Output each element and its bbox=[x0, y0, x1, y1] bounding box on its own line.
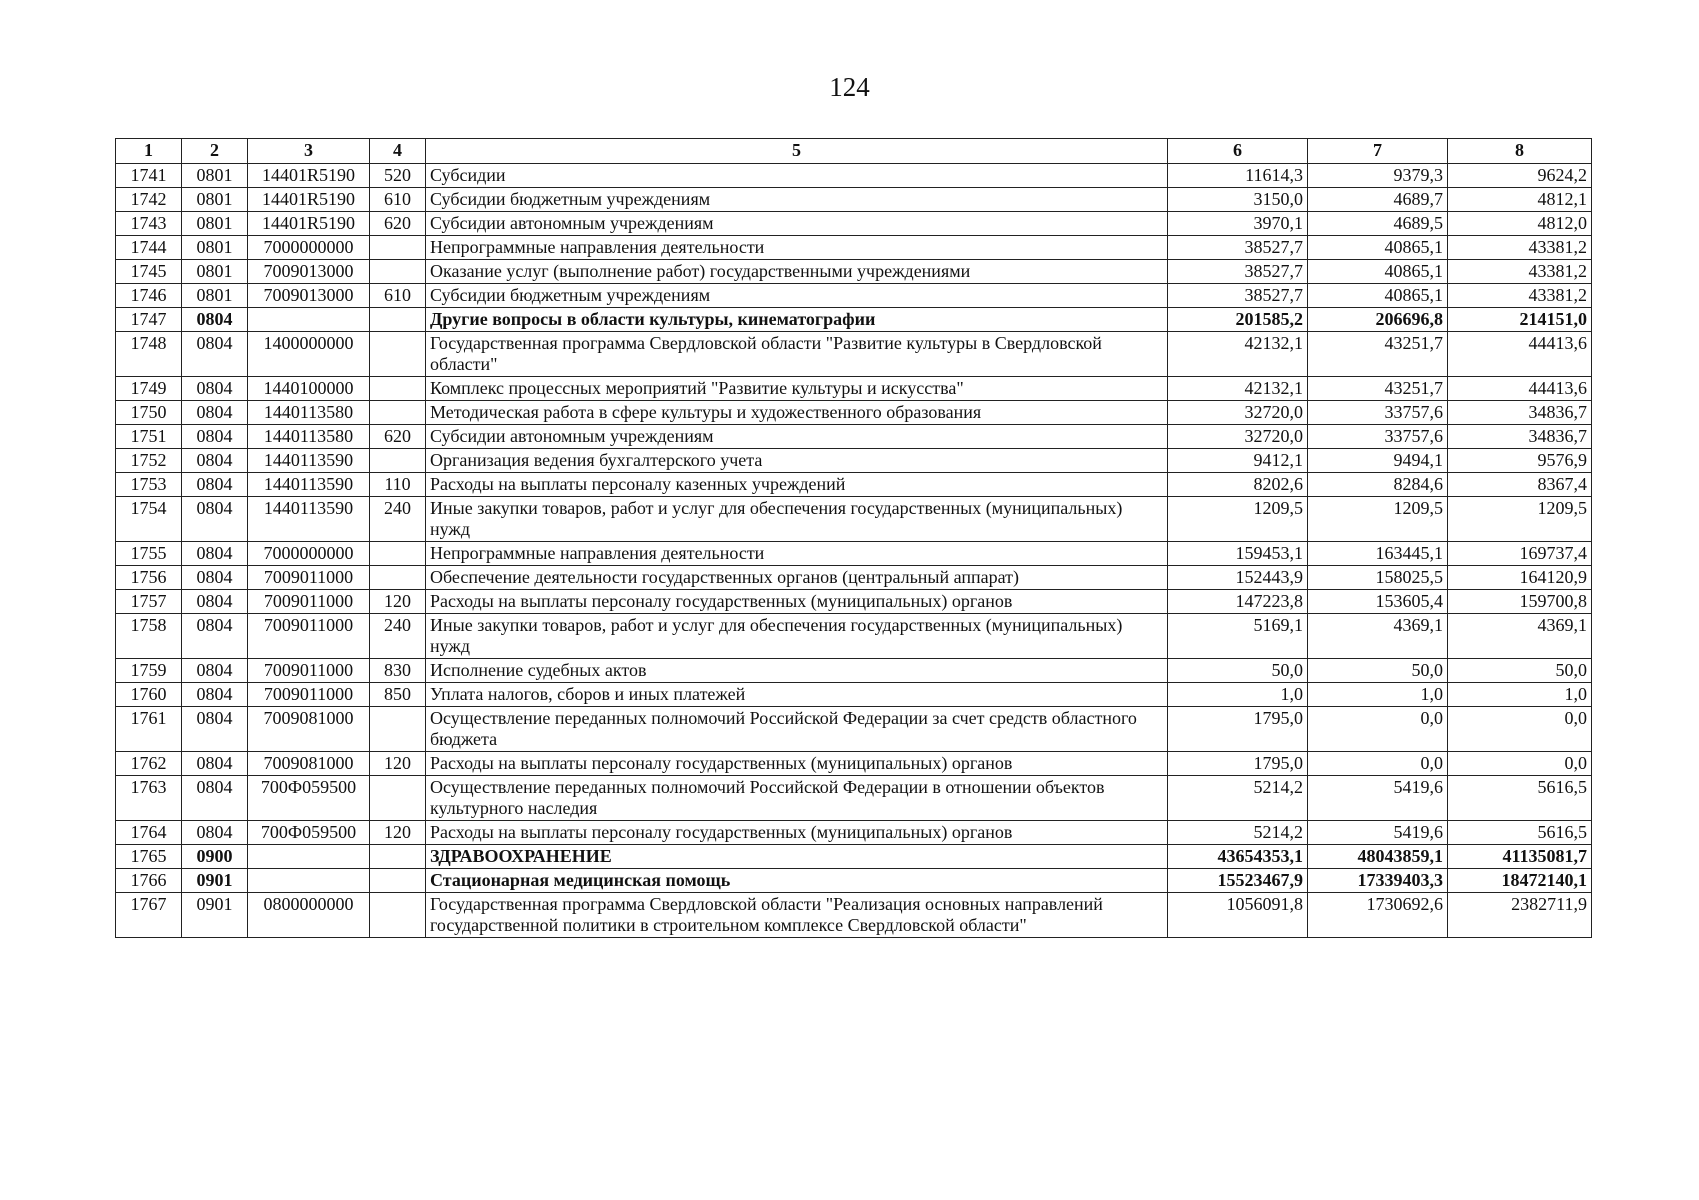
table-row bbox=[116, 845, 1592, 869]
table-row bbox=[116, 590, 1592, 614]
amount-col8-cell: 50,0 bbox=[1448, 659, 1592, 683]
target-article-cell: 7009081000 bbox=[248, 752, 370, 776]
item-name-cell: Стационарная медицинская помощь bbox=[426, 869, 1168, 893]
section-code-cell: 0804 bbox=[182, 707, 248, 752]
target-article-cell: 1440113590 bbox=[248, 473, 370, 497]
section-code-cell: 0804 bbox=[182, 425, 248, 449]
expense-type-cell bbox=[370, 449, 426, 473]
amount-col7-cell: 33757,6 bbox=[1308, 401, 1448, 425]
section-code-cell: 0804 bbox=[182, 449, 248, 473]
amount-col7-cell: 158025,5 bbox=[1308, 566, 1448, 590]
expense-type-cell bbox=[370, 707, 426, 752]
item-name-cell: Субсидии автономным учреждениям bbox=[426, 425, 1168, 449]
table-row bbox=[116, 869, 1592, 893]
expense-type-cell: 610 bbox=[370, 284, 426, 308]
amount-col8-cell: 5616,5 bbox=[1448, 776, 1592, 821]
target-article-cell: 700Ф059500 bbox=[248, 821, 370, 845]
amount-col7-cell: 9379,3 bbox=[1308, 164, 1448, 188]
amount-col8-cell: 43381,2 bbox=[1448, 284, 1592, 308]
expense-type-cell: 110 bbox=[370, 473, 426, 497]
amount-col6-cell: 5214,2 bbox=[1168, 821, 1308, 845]
expense-type-cell: 120 bbox=[370, 752, 426, 776]
item-name-cell: Субсидии bbox=[426, 164, 1168, 188]
section-code-cell: 0804 bbox=[182, 821, 248, 845]
item-name-cell: Расходы на выплаты персоналу государственных (муниципальных) органов bbox=[426, 752, 1168, 776]
item-name-cell: Уплата налогов, сборов и иных платежей bbox=[426, 683, 1168, 707]
amount-col6-cell: 1795,0 bbox=[1168, 752, 1308, 776]
table-row bbox=[116, 425, 1592, 449]
section-code-cell: 0801 bbox=[182, 164, 248, 188]
amount-col6-cell: 43654353,1 bbox=[1168, 845, 1308, 869]
row-number-cell: 1759 bbox=[116, 659, 182, 683]
item-name-cell: Расходы на выплаты персоналу государственных (муниципальных) органов bbox=[426, 590, 1168, 614]
amount-col8-cell: 8367,4 bbox=[1448, 473, 1592, 497]
item-name-cell: Субсидии бюджетным учреждениям bbox=[426, 284, 1168, 308]
item-name-cell: Осуществление переданных полномочий Российской Федерации в отношении объектов культурного наследия bbox=[426, 776, 1168, 821]
row-number-cell: 1752 bbox=[116, 449, 182, 473]
amount-col6-cell: 1,0 bbox=[1168, 683, 1308, 707]
section-code-cell: 0804 bbox=[182, 401, 248, 425]
amount-col8-cell: 5616,5 bbox=[1448, 821, 1592, 845]
amount-col8-cell: 4812,1 bbox=[1448, 188, 1592, 212]
table-row bbox=[116, 473, 1592, 497]
amount-col8-cell: 43381,2 bbox=[1448, 236, 1592, 260]
amount-col7-cell: 50,0 bbox=[1308, 659, 1448, 683]
amount-col7-cell: 0,0 bbox=[1308, 752, 1448, 776]
amount-col6-cell: 3150,0 bbox=[1168, 188, 1308, 212]
expense-type-cell: 120 bbox=[370, 821, 426, 845]
expense-type-cell bbox=[370, 236, 426, 260]
amount-col6-cell: 1209,5 bbox=[1168, 497, 1308, 542]
table-row bbox=[116, 332, 1592, 377]
row-number-cell: 1765 bbox=[116, 845, 182, 869]
row-number-cell: 1750 bbox=[116, 401, 182, 425]
table-row bbox=[116, 566, 1592, 590]
item-name-cell: Методическая работа в сфере культуры и художественного образования bbox=[426, 401, 1168, 425]
row-number-cell: 1749 bbox=[116, 377, 182, 401]
row-number-cell: 1755 bbox=[116, 542, 182, 566]
amount-col8-cell: 34836,7 bbox=[1448, 425, 1592, 449]
row-number-cell: 1766 bbox=[116, 869, 182, 893]
amount-col6-cell: 38527,7 bbox=[1168, 260, 1308, 284]
amount-col8-cell: 164120,9 bbox=[1448, 566, 1592, 590]
target-article-cell: 700Ф059500 bbox=[248, 776, 370, 821]
target-article-cell bbox=[248, 845, 370, 869]
section-code-cell: 0900 bbox=[182, 845, 248, 869]
row-number-cell: 1743 bbox=[116, 212, 182, 236]
item-name-cell: Расходы на выплаты персоналу казенных учреждений bbox=[426, 473, 1168, 497]
amount-col8-cell: 43381,2 bbox=[1448, 260, 1592, 284]
table-row bbox=[116, 752, 1592, 776]
table-row bbox=[116, 308, 1592, 332]
amount-col6-cell: 1795,0 bbox=[1168, 707, 1308, 752]
amount-col7-cell: 206696,8 bbox=[1308, 308, 1448, 332]
expense-type-cell: 620 bbox=[370, 425, 426, 449]
target-article-cell: 7000000000 bbox=[248, 236, 370, 260]
amount-col6-cell: 32720,0 bbox=[1168, 401, 1308, 425]
target-article-cell: 1440113590 bbox=[248, 449, 370, 473]
row-number-cell: 1745 bbox=[116, 260, 182, 284]
row-number-cell: 1746 bbox=[116, 284, 182, 308]
amount-col6-cell: 1056091,8 bbox=[1168, 893, 1308, 938]
target-article-cell: 7009013000 bbox=[248, 260, 370, 284]
amount-col8-cell: 9576,9 bbox=[1448, 449, 1592, 473]
table-row bbox=[116, 542, 1592, 566]
amount-col7-cell: 43251,7 bbox=[1308, 332, 1448, 377]
amount-col8-cell: 18472140,1 bbox=[1448, 869, 1592, 893]
expense-type-cell: 240 bbox=[370, 614, 426, 659]
amount-col8-cell: 169737,4 bbox=[1448, 542, 1592, 566]
item-name-cell: Субсидии бюджетным учреждениям bbox=[426, 188, 1168, 212]
amount-col7-cell: 153605,4 bbox=[1308, 590, 1448, 614]
row-number-cell: 1756 bbox=[116, 566, 182, 590]
table-row bbox=[116, 893, 1592, 938]
table-row bbox=[116, 401, 1592, 425]
amount-col8-cell: 44413,6 bbox=[1448, 332, 1592, 377]
section-code-cell: 0804 bbox=[182, 614, 248, 659]
target-article-cell bbox=[248, 869, 370, 893]
target-article-cell: 7009011000 bbox=[248, 614, 370, 659]
table-row bbox=[116, 284, 1592, 308]
budget-table bbox=[115, 138, 1592, 938]
table-row bbox=[116, 164, 1592, 188]
table-row bbox=[116, 236, 1592, 260]
amount-col7-cell: 5419,6 bbox=[1308, 821, 1448, 845]
item-name-cell: Иные закупки товаров, работ и услуг для обеспечения государственных (муниципальных) нужд bbox=[426, 614, 1168, 659]
target-article-cell: 7009011000 bbox=[248, 683, 370, 707]
target-article-cell: 7009013000 bbox=[248, 284, 370, 308]
column-header: 4 bbox=[370, 139, 426, 164]
item-name-cell: Оказание услуг (выполнение работ) государственными учреждениями bbox=[426, 260, 1168, 284]
target-article-cell: 1440113580 bbox=[248, 425, 370, 449]
amount-col6-cell: 32720,0 bbox=[1168, 425, 1308, 449]
amount-col6-cell: 42132,1 bbox=[1168, 332, 1308, 377]
item-name-cell: Осуществление переданных полномочий Российской Федерации за счет средств областного бюджета bbox=[426, 707, 1168, 752]
target-article-cell: 7009081000 bbox=[248, 707, 370, 752]
amount-col8-cell: 159700,8 bbox=[1448, 590, 1592, 614]
expense-type-cell: 850 bbox=[370, 683, 426, 707]
expense-type-cell bbox=[370, 566, 426, 590]
amount-col6-cell: 42132,1 bbox=[1168, 377, 1308, 401]
column-header: 3 bbox=[248, 139, 370, 164]
expense-type-cell: 610 bbox=[370, 188, 426, 212]
expense-type-cell bbox=[370, 308, 426, 332]
expense-type-cell: 620 bbox=[370, 212, 426, 236]
section-code-cell: 0804 bbox=[182, 776, 248, 821]
target-article-cell: 7009011000 bbox=[248, 659, 370, 683]
expense-type-cell bbox=[370, 893, 426, 938]
row-number-cell: 1748 bbox=[116, 332, 182, 377]
table-row bbox=[116, 377, 1592, 401]
amount-col7-cell: 5419,6 bbox=[1308, 776, 1448, 821]
section-code-cell: 0801 bbox=[182, 284, 248, 308]
row-number-cell: 1761 bbox=[116, 707, 182, 752]
section-code-cell: 0901 bbox=[182, 893, 248, 938]
amount-col8-cell: 44413,6 bbox=[1448, 377, 1592, 401]
item-name-cell: Государственная программа Свердловской области "Развитие культуры в Свердловской области" bbox=[426, 332, 1168, 377]
section-code-cell: 0901 bbox=[182, 869, 248, 893]
table-body bbox=[116, 164, 1592, 938]
amount-col8-cell: 4812,0 bbox=[1448, 212, 1592, 236]
amount-col8-cell: 4369,1 bbox=[1448, 614, 1592, 659]
amount-col6-cell: 201585,2 bbox=[1168, 308, 1308, 332]
target-article-cell: 7000000000 bbox=[248, 542, 370, 566]
amount-col8-cell: 9624,2 bbox=[1448, 164, 1592, 188]
target-article-cell: 1440113590 bbox=[248, 497, 370, 542]
section-code-cell: 0804 bbox=[182, 683, 248, 707]
section-code-cell: 0804 bbox=[182, 542, 248, 566]
section-code-cell: 0801 bbox=[182, 260, 248, 284]
row-number-cell: 1751 bbox=[116, 425, 182, 449]
section-code-cell: 0801 bbox=[182, 212, 248, 236]
section-code-cell: 0804 bbox=[182, 473, 248, 497]
amount-col7-cell: 40865,1 bbox=[1308, 284, 1448, 308]
table-row bbox=[116, 212, 1592, 236]
row-number-cell: 1763 bbox=[116, 776, 182, 821]
expense-type-cell: 240 bbox=[370, 497, 426, 542]
amount-col7-cell: 43251,7 bbox=[1308, 377, 1448, 401]
amount-col6-cell: 8202,6 bbox=[1168, 473, 1308, 497]
section-code-cell: 0804 bbox=[182, 377, 248, 401]
target-article-cell: 1400000000 bbox=[248, 332, 370, 377]
table-row bbox=[116, 449, 1592, 473]
target-article-cell: 7009011000 bbox=[248, 590, 370, 614]
section-code-cell: 0804 bbox=[182, 332, 248, 377]
row-number-cell: 1741 bbox=[116, 164, 182, 188]
amount-col6-cell: 11614,3 bbox=[1168, 164, 1308, 188]
amount-col6-cell: 152443,9 bbox=[1168, 566, 1308, 590]
item-name-cell: Расходы на выплаты персоналу государственных (муниципальных) органов bbox=[426, 821, 1168, 845]
expense-type-cell: 120 bbox=[370, 590, 426, 614]
column-header: 6 bbox=[1168, 139, 1308, 164]
expense-type-cell bbox=[370, 377, 426, 401]
item-name-cell: Субсидии автономным учреждениям bbox=[426, 212, 1168, 236]
item-name-cell: Государственная программа Свердловской области "Реализация основных направлений государственной политики в строительном комплексе Свердловской области" bbox=[426, 893, 1168, 938]
row-number-cell: 1742 bbox=[116, 188, 182, 212]
page-number: 124 bbox=[829, 72, 870, 102]
table-row bbox=[116, 614, 1592, 659]
target-article-cell: 14401R5190 bbox=[248, 164, 370, 188]
expense-type-cell bbox=[370, 401, 426, 425]
expense-type-cell bbox=[370, 776, 426, 821]
expense-type-cell bbox=[370, 542, 426, 566]
item-name-cell: Исполнение судебных актов bbox=[426, 659, 1168, 683]
amount-col8-cell: 1,0 bbox=[1448, 683, 1592, 707]
amount-col8-cell: 0,0 bbox=[1448, 707, 1592, 752]
amount-col6-cell: 5214,2 bbox=[1168, 776, 1308, 821]
row-number-cell: 1754 bbox=[116, 497, 182, 542]
column-header: 5 bbox=[426, 139, 1168, 164]
amount-col7-cell: 40865,1 bbox=[1308, 260, 1448, 284]
table-row bbox=[116, 497, 1592, 542]
amount-col8-cell: 1209,5 bbox=[1448, 497, 1592, 542]
expense-type-cell: 830 bbox=[370, 659, 426, 683]
amount-col7-cell: 33757,6 bbox=[1308, 425, 1448, 449]
target-article-cell bbox=[248, 308, 370, 332]
column-header: 2 bbox=[182, 139, 248, 164]
row-number-cell: 1758 bbox=[116, 614, 182, 659]
amount-col7-cell: 0,0 bbox=[1308, 707, 1448, 752]
expense-type-cell bbox=[370, 332, 426, 377]
table-row bbox=[116, 707, 1592, 752]
amount-col7-cell: 163445,1 bbox=[1308, 542, 1448, 566]
row-number-cell: 1747 bbox=[116, 308, 182, 332]
target-article-cell: 0800000000 bbox=[248, 893, 370, 938]
item-name-cell: Обеспечение деятельности государственных органов (центральный аппарат) bbox=[426, 566, 1168, 590]
amount-col7-cell: 4369,1 bbox=[1308, 614, 1448, 659]
item-name-cell: Другие вопросы в области культуры, кинематографии bbox=[426, 308, 1168, 332]
table-row bbox=[116, 659, 1592, 683]
section-code-cell: 0804 bbox=[182, 566, 248, 590]
amount-col7-cell: 4689,5 bbox=[1308, 212, 1448, 236]
target-article-cell: 14401R5190 bbox=[248, 212, 370, 236]
amount-col6-cell: 38527,7 bbox=[1168, 284, 1308, 308]
target-article-cell: 1440100000 bbox=[248, 377, 370, 401]
amount-col6-cell: 5169,1 bbox=[1168, 614, 1308, 659]
section-code-cell: 0804 bbox=[182, 590, 248, 614]
table-row bbox=[116, 188, 1592, 212]
row-number-cell: 1753 bbox=[116, 473, 182, 497]
target-article-cell: 1440113580 bbox=[248, 401, 370, 425]
row-number-cell: 1767 bbox=[116, 893, 182, 938]
amount-col8-cell: 0,0 bbox=[1448, 752, 1592, 776]
amount-col6-cell: 147223,8 bbox=[1168, 590, 1308, 614]
table-row bbox=[116, 260, 1592, 284]
item-name-cell: Иные закупки товаров, работ и услуг для обеспечения государственных (муниципальных) нужд bbox=[426, 497, 1168, 542]
amount-col7-cell: 48043859,1 bbox=[1308, 845, 1448, 869]
section-code-cell: 0804 bbox=[182, 752, 248, 776]
column-header: 8 bbox=[1448, 139, 1592, 164]
row-number-cell: 1757 bbox=[116, 590, 182, 614]
amount-col6-cell: 9412,1 bbox=[1168, 449, 1308, 473]
row-number-cell: 1764 bbox=[116, 821, 182, 845]
amount-col6-cell: 3970,1 bbox=[1168, 212, 1308, 236]
table-row bbox=[116, 683, 1592, 707]
column-header: 1 bbox=[116, 139, 182, 164]
amount-col8-cell: 214151,0 bbox=[1448, 308, 1592, 332]
section-code-cell: 0801 bbox=[182, 188, 248, 212]
row-number-cell: 1760 bbox=[116, 683, 182, 707]
amount-col7-cell: 4689,7 bbox=[1308, 188, 1448, 212]
row-number-cell: 1762 bbox=[116, 752, 182, 776]
expense-type-cell bbox=[370, 869, 426, 893]
amount-col8-cell: 34836,7 bbox=[1448, 401, 1592, 425]
item-name-cell: ЗДРАВООХРАНЕНИЕ bbox=[426, 845, 1168, 869]
amount-col7-cell: 40865,1 bbox=[1308, 236, 1448, 260]
expense-type-cell bbox=[370, 260, 426, 284]
table-row bbox=[116, 776, 1592, 821]
amount-col6-cell: 38527,7 bbox=[1168, 236, 1308, 260]
amount-col7-cell: 9494,1 bbox=[1308, 449, 1448, 473]
section-code-cell: 0804 bbox=[182, 308, 248, 332]
column-header: 7 bbox=[1308, 139, 1448, 164]
amount-col7-cell: 1,0 bbox=[1308, 683, 1448, 707]
amount-col8-cell: 2382711,9 bbox=[1448, 893, 1592, 938]
section-code-cell: 0804 bbox=[182, 497, 248, 542]
item-name-cell: Комплекс процессных мероприятий "Развитие культуры и искусства" bbox=[426, 377, 1168, 401]
item-name-cell: Непрограммные направления деятельности bbox=[426, 542, 1168, 566]
amount-col7-cell: 8284,6 bbox=[1308, 473, 1448, 497]
header-row bbox=[116, 139, 1592, 164]
amount-col6-cell: 50,0 bbox=[1168, 659, 1308, 683]
amount-col8-cell: 41135081,7 bbox=[1448, 845, 1592, 869]
amount-col6-cell: 15523467,9 bbox=[1168, 869, 1308, 893]
expense-type-cell bbox=[370, 845, 426, 869]
item-name-cell: Организация ведения бухгалтерского учета bbox=[426, 449, 1168, 473]
expense-type-cell: 520 bbox=[370, 164, 426, 188]
section-code-cell: 0804 bbox=[182, 659, 248, 683]
row-number-cell: 1744 bbox=[116, 236, 182, 260]
target-article-cell: 7009011000 bbox=[248, 566, 370, 590]
target-article-cell: 14401R5190 bbox=[248, 188, 370, 212]
amount-col7-cell: 1730692,6 bbox=[1308, 893, 1448, 938]
amount-col7-cell: 1209,5 bbox=[1308, 497, 1448, 542]
section-code-cell: 0801 bbox=[182, 236, 248, 260]
item-name-cell: Непрограммные направления деятельности bbox=[426, 236, 1168, 260]
amount-col7-cell: 17339403,3 bbox=[1308, 869, 1448, 893]
amount-col6-cell: 159453,1 bbox=[1168, 542, 1308, 566]
table-row bbox=[116, 821, 1592, 845]
